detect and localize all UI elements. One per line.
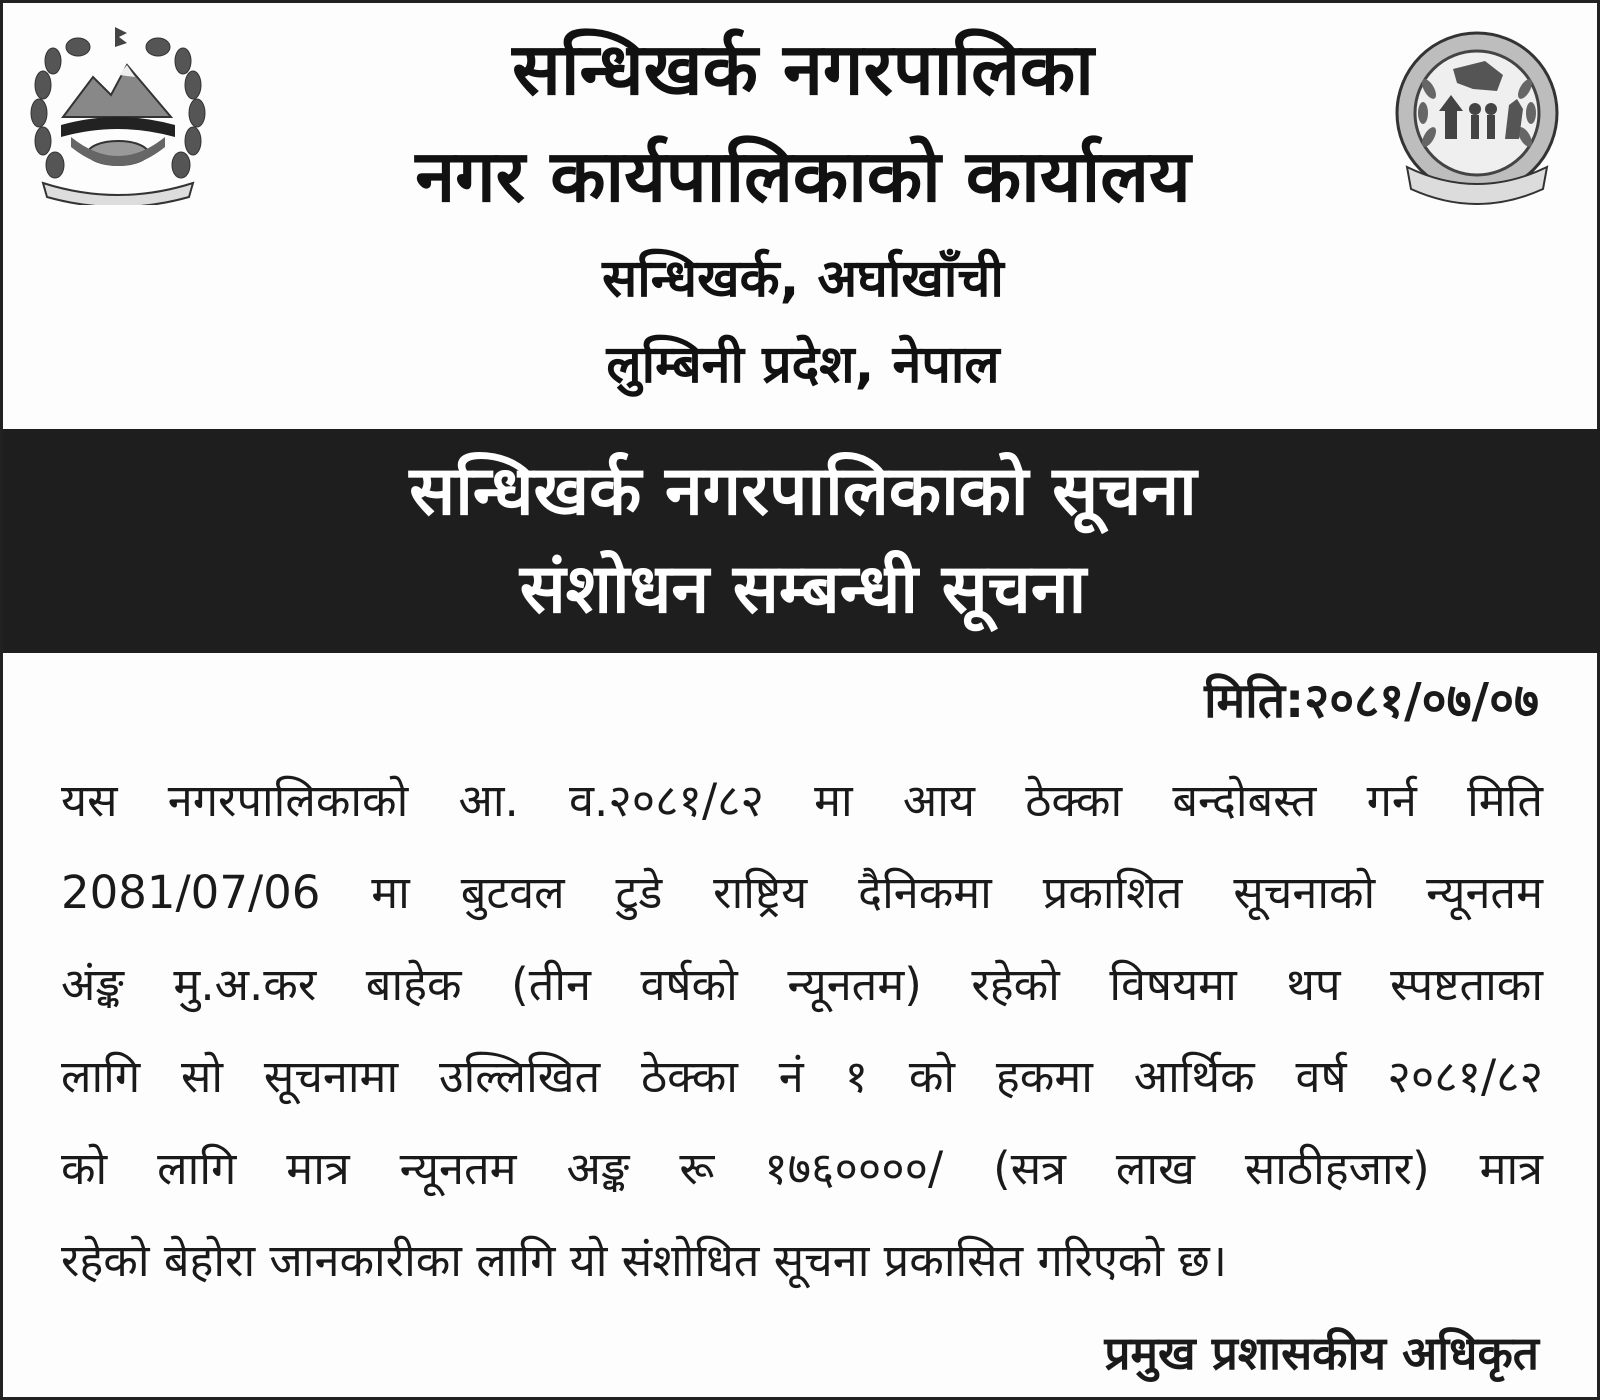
body-line: यस नगरपालिकाको आ. व.२०८१/८२ मा आय ठेक्का बन्दोबस्त गर्न मिति (61, 774, 1543, 827)
notice-title: सन्धिखर्क नगरपालिकाको सूचना (409, 452, 1197, 531)
body-line: अंङ्क मु.अ.कर बाहेक (तीन वर्षको न्यूनतम) रहेको विषयमा थप स्पष्टताका (61, 958, 1543, 1011)
municipality-name: सन्धिखर्क नगरपालिका (512, 27, 1094, 111)
office-province: लुम्बिनी प्रदेश, नेपाल (606, 335, 1000, 395)
notice-title-banner (3, 429, 1600, 653)
notice-subtitle: संशोधन सम्बन्धी सूचना (519, 550, 1087, 629)
nepal-government-emblem-icon (23, 25, 213, 205)
notice-date: मिति:२०८१/०७/०७ (1204, 673, 1539, 729)
body-line: 2081/07/06 मा बुटवल टुडे राष्ट्रिय दैनिकमा प्रकाशित सूचनाको न्यूनतम (61, 866, 1543, 919)
office-location: सन्धिखर्क, अर्घाखाँची (602, 249, 1004, 309)
body-line: लागि सो सूचनामा उल्लिखित ठेक्का नं १ को हकमा आर्थिक वर्ष २०८१/८२ (61, 1050, 1543, 1103)
municipality-logo-icon (1393, 29, 1561, 205)
signatory-title: प्रमुख प्रशासकीय अधिकृत (1104, 1326, 1539, 1380)
notice-body (61, 755, 1543, 1307)
body-line: को लागि मात्र न्यूनतम अङ्क रू १७६००००/ (सत्र लाख साठीहजार) मात्र (61, 1142, 1543, 1195)
office-header (233, 21, 1373, 407)
office-name: नगर कार्यपालिकाको कार्यालय (415, 134, 1191, 218)
body-line: रहेको बेहोरा जानकारीका लागि यो संशोधित सूचना प्रकासित गरिएको छ। (61, 1234, 1227, 1287)
